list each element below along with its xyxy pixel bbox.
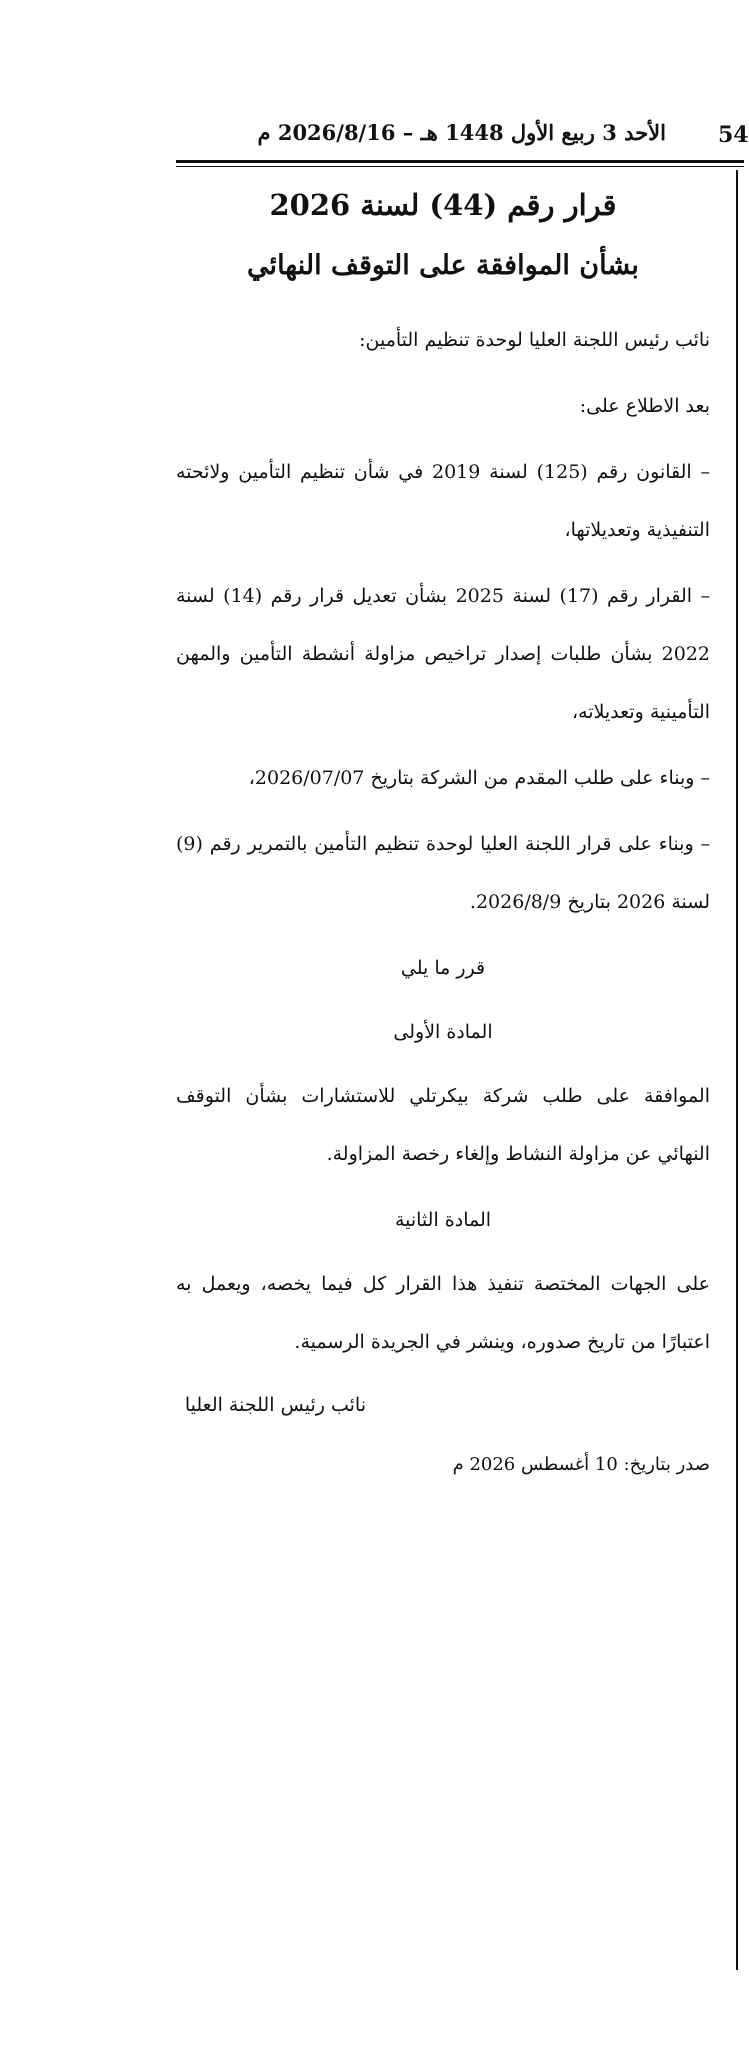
header-rule <box>176 160 744 163</box>
issue-date: صدر بتاريخ: 10 أغسطس 2026 م <box>452 1454 710 1475</box>
decision-title: قرار رقم (44) لسنة 2026 <box>269 188 617 222</box>
decided-heading: قرر ما يلي <box>400 957 486 979</box>
reference-item: – وبناء على قرار اللجنة العليا لوحدة تنظيم التأمين بالتمرير رقم (9) لسنة 2026 بتاريخ 2026/8/9. <box>176 833 710 913</box>
decision-body <box>176 182 710 1491</box>
article-2-heading: المادة الثانية <box>394 1209 492 1231</box>
decision-subject: بشأن الموافقة على التوقف النهائي <box>247 250 639 281</box>
header-rule-thin <box>176 166 744 167</box>
reference-item: – القرار رقم (17) لسنة 2025 بشأن تعديل قرار رقم (14) لسنة 2022 بشأن طلبات إصدار تراخيص مزاولة أنشطة التأمين والمهن التأمينية وتعديلاته، <box>176 585 710 723</box>
signatory-title: نائب رئيس اللجنة العليا <box>184 1394 366 1416</box>
page-number: 54 <box>718 122 749 148</box>
column-divider <box>736 170 738 1970</box>
issuing-authority: نائب رئيس اللجنة العليا لوحدة تنظيم التأمين: <box>359 329 710 351</box>
article-1-text: الموافقة على طلب شركة بيكرتلي للاستشارات بشأن التوقف النهائي عن مزاولة النشاط وإلغاء رخصة المزاولة. <box>176 1085 710 1165</box>
article-1-heading: المادة الأولى <box>393 1021 493 1043</box>
reference-item: – وبناء على طلب المقدم من الشركة بتاريخ 2026/07/07، <box>248 767 710 789</box>
reference-item: – القانون رقم (125) لسنة 2019 في شأن تنظيم التأمين ولائحته التنفيذية وتعديلاتها، <box>176 461 710 541</box>
after-review-label: بعد الاطلاع على: <box>579 395 710 417</box>
article-2-text: على الجهات المختصة تنفيذ هذا القرار كل فيما يخصه، ويعمل به اعتبارًا من تاريخ صدوره، وينشر في الجريدة الرسمية. <box>176 1273 710 1353</box>
running-header-date: الأحد 3 ربيع الأول 1448 هـ – 2026/8/16 م <box>257 120 666 145</box>
